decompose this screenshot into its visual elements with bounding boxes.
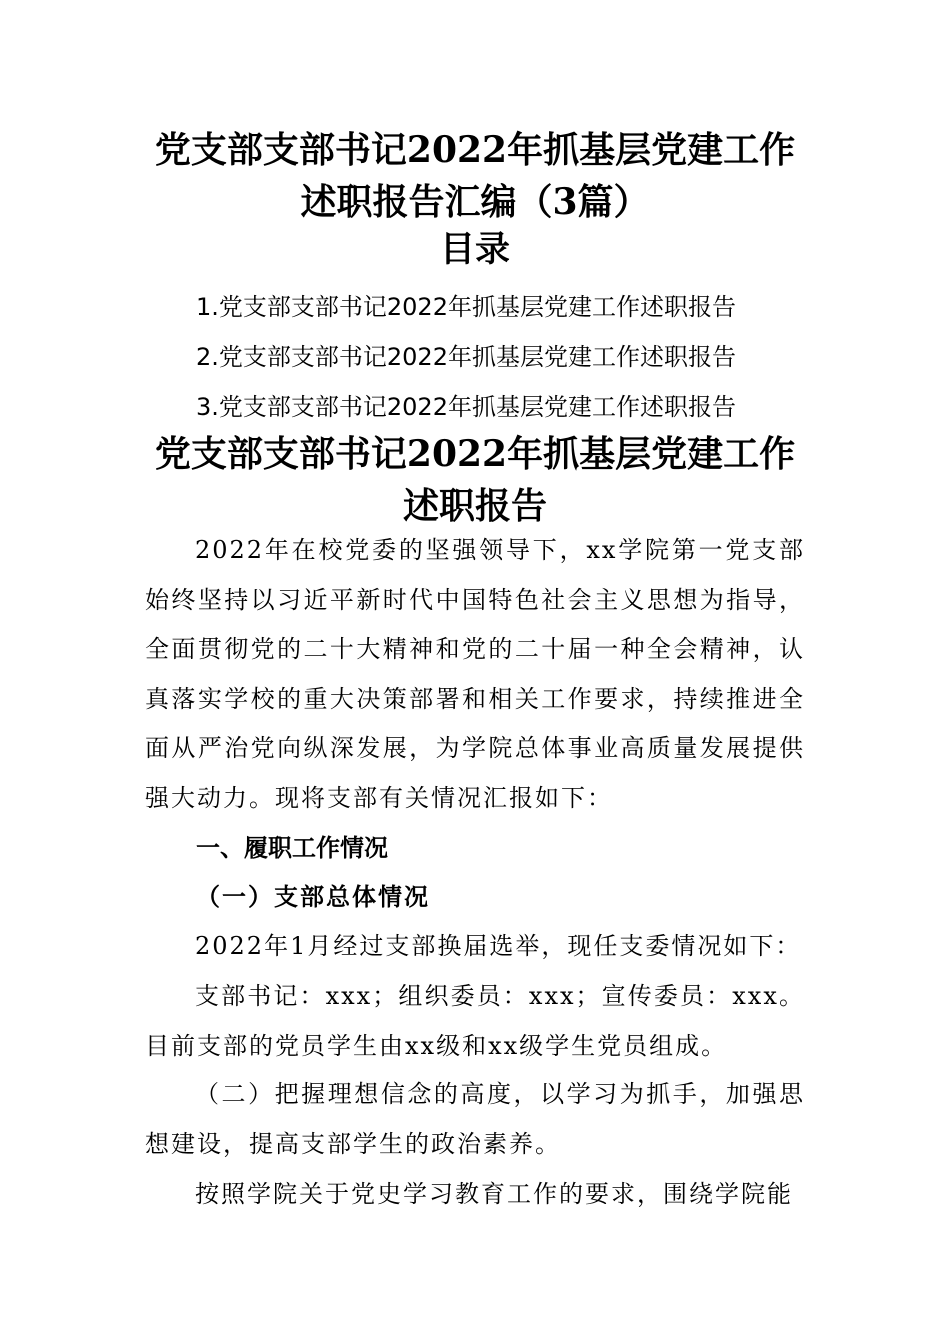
subsection-heading-2: （二）把握理想信念的高度，以学习为抓手，加强思想建设，提高支部学生的政治素养。 (145, 1080, 805, 1158)
intro-paragraph: 2022年在校党委的坚强领导下，xx学院第一党支部始终坚持以习近平新时代中国特色社会主义思想为指导，全面贯彻党的二十大精神和党的二十届一种全会精神，认真落实学校的重大决策部署和相关工作要求，持续推进全面从严治党向纵深发展，为学院总体事业高质量发展提供强大动力。现将支部有关情况汇报如下： (145, 536, 805, 812)
section-heading: 一、履职工作情况 (196, 834, 388, 862)
document-title: 党支部支部书记2022年抓基层党建工作述职报告汇编（3篇） (154, 129, 796, 223)
subsection-heading: （一）支部总体情况 (196, 882, 430, 911)
toc-item[interactable]: 2.党支部支部书记2022年抓基层党建工作述职报告 (196, 343, 736, 371)
toc-item[interactable]: 3.党支部支部书记2022年抓基层党建工作述职报告 (196, 393, 736, 421)
table-of-contents (196, 282, 736, 432)
study-paragraph: 按照学院关于党史学习教育工作的要求，围绕学院能 (195, 1180, 793, 1208)
toc-item[interactable]: 1.党支部支部书记2022年抓基层党建工作述职报告 (196, 293, 736, 321)
committee-paragraph: 支部书记：xxx；组织委员：xxx；宣传委员：xxx。目前支部的党员学生由xx级和xx级学生党员组成。 (145, 982, 805, 1060)
report-title: 党支部支部书记2022年抓基层党建工作述职报告 (154, 433, 796, 527)
election-paragraph: 2022年1月经过支部换届选举，现任支委情况如下： (195, 932, 802, 960)
toc-heading: 目录 (439, 229, 510, 270)
